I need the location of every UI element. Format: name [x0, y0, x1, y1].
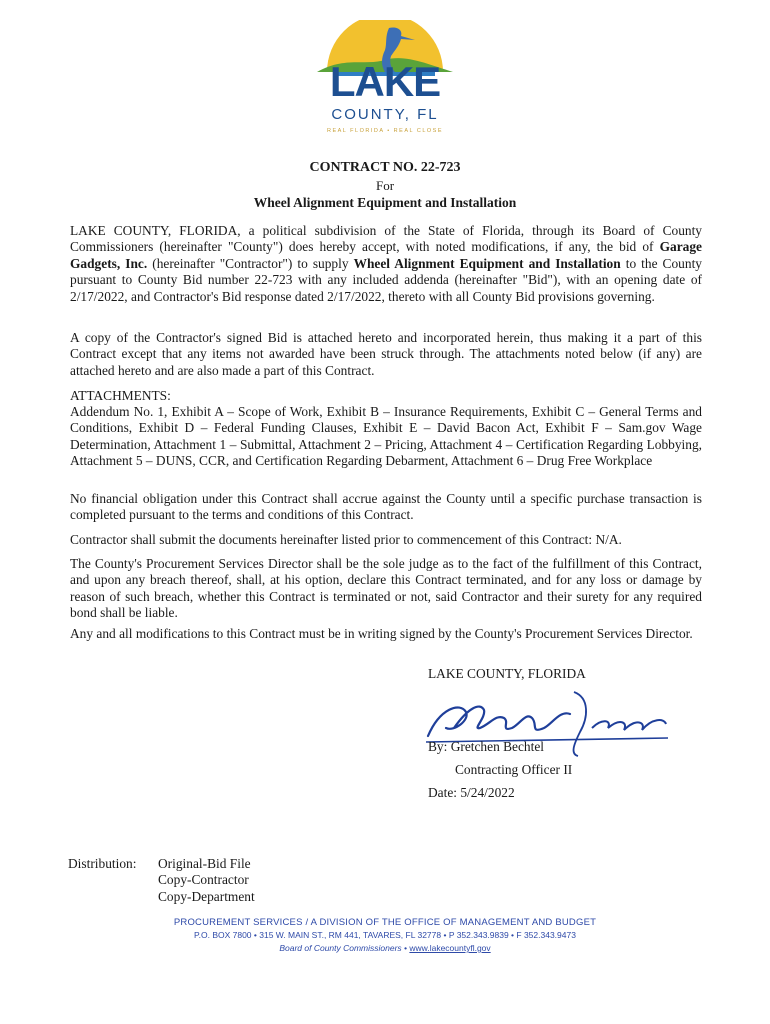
distribution-item: Original-Bid File: [158, 856, 251, 871]
acceptance-text-c: to the County pursuant to County Bid number 22-723 with any included addenda (hereinafter "Bid"), with an opening date of 2/17/2022, and Contractor's Bid response dated 2/17/2022, thereto with all County Bid provisions governing.: [70, 255, 702, 304]
for-line: For: [375, 178, 395, 193]
signatory-name: By: Gretchen Bechtel: [428, 739, 545, 754]
footer-board-name: Board of County Commissioners: [279, 943, 402, 953]
modifications-paragraph: Any and all modifications to this Contract must be in writing signed by the County's Procurement Services Director.: [70, 626, 693, 641]
financial-obligation-paragraph: No financial obligation under this Contract shall accrue against the County until a specific purchase transaction is completed pursuant to the terms and conditions of this Contract.: [70, 491, 702, 523]
acceptance-text-b: (hereinafter "Contractor") to supply: [147, 255, 354, 271]
distribution-item: Copy-Department: [158, 888, 255, 904]
logo-tagline: REAL FLORIDA • REAL CLOSE: [326, 128, 444, 134]
distribution-item: Copy-Contractor: [158, 872, 249, 888]
footer-website-link[interactable]: www.lakecountyfl.gov: [409, 943, 491, 953]
acceptance-text-a: LAKE COUNTY, FLORIDA, a political subdivision of the State of Florida, through its Board of County Commissioners (hereinafter "County") does hereby accept, with noted modifications, if any, the bid of: [70, 223, 702, 255]
distribution-list: [158, 856, 255, 905]
lake-county-logo: [305, 20, 465, 145]
logo-wordmark: LAKE: [329, 58, 441, 105]
attachments-list: Addendum No. 1, Exhibit A – Scope of Work, Exhibit B – Insurance Requirements, Exhibit C – General Terms and Conditions, Exhibit D – Federal Funding Clauses, Exhibit E – David Bacon Act, Exhibit F – Sam.gov Wage Determination, Attachment 1 – Submittal, Attachment 2 – Pricing, Attachment 4 – Certification Regarding Lobbying, Attachment 5 – DUNS, CCR, and Certification Regarding Debarment, Attachment 6 – Drug Free Workplace: [70, 404, 702, 469]
breach-paragraph: The County's Procurement Services Director shall be the sole judge as to the fact of the fulfillment of this Contract, and upon any breach thereof, shall, at his option, declare this Contract terminated, and for any loss or damage by reason of such breach, whether this Contract is terminated or not, said Contractor and their surety for any required bond shall be liable.: [70, 556, 702, 621]
contract-number: CONTRACT NO. 22-723: [309, 160, 461, 175]
goods-name: Wheel Alignment Equipment and Installation: [353, 255, 621, 271]
bid-copy-paragraph: A copy of the Contractor's signed Bid is attached hereto and incorporated herein, thus making it a part of this Contract except that any items not awarded have been struck through. The attachments noted below (if any) are attached hereto and are also made a part of this Contract.: [70, 330, 702, 378]
signatory-role: Contracting Officer II: [455, 762, 573, 777]
documents-paragraph: Contractor shall submit the documents hereinafter listed prior to commencement of this Contract: N/A.: [70, 532, 622, 547]
attachments-heading: ATTACHMENTS:: [70, 388, 171, 403]
footer-department: PROCUREMENT SERVICES / A DIVISION OF THE OFFICE OF MANAGEMENT AND BUDGET: [173, 917, 597, 928]
acceptance-paragraph: [70, 223, 702, 305]
footer-address: P.O. BOX 7800 • 315 W. MAIN ST., RM 441, TAVARES, FL 32778 • P 352.343.9839 • F 352.343.9473: [194, 930, 576, 940]
footer-board: Board of County Commissioners • www.lakecountyfl.gov: [279, 943, 491, 953]
logo-subtitle: COUNTY, FL: [331, 106, 439, 123]
distribution-label: Distribution:: [68, 856, 137, 871]
signatory-entity: LAKE COUNTY, FLORIDA: [428, 666, 586, 681]
contract-title: Wheel Alignment Equipment and Installation: [253, 195, 517, 210]
contractor-name: Garage Gadgets, Inc.: [70, 239, 702, 271]
signature-date: Date: 5/24/2022: [428, 785, 515, 800]
